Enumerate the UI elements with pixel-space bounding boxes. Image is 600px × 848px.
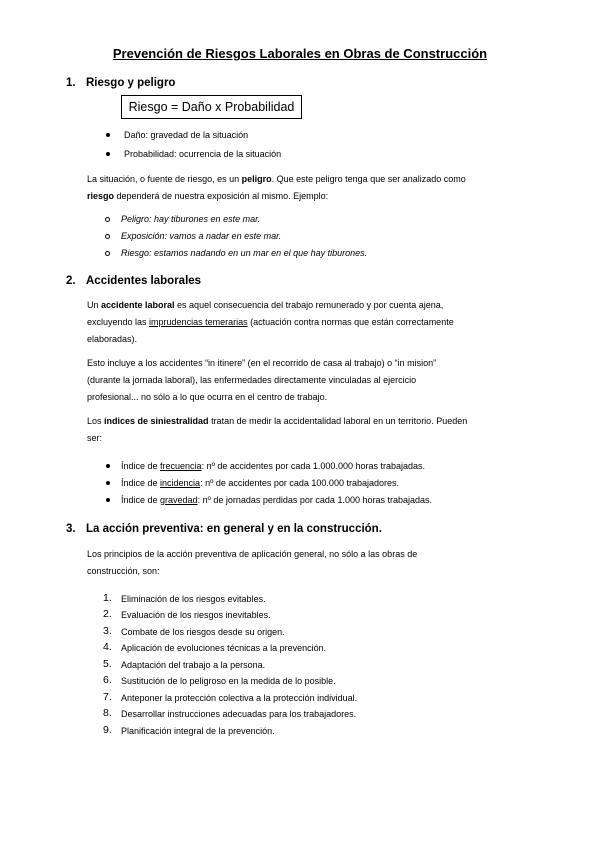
text-run: Índice de bbox=[121, 461, 161, 471]
text-run: Los principios de la acción preventiva de aplicación general, no sólo a las obras de bbox=[87, 549, 418, 559]
text-run: construcción, son: bbox=[87, 565, 160, 576]
text-run: Índice de bbox=[121, 478, 161, 488]
principle-item: Planificación integral de la prevención. bbox=[121, 726, 275, 736]
section-2-title: Accidentes laborales bbox=[86, 275, 202, 287]
text-run: (actuación contra normas que están correctamente bbox=[247, 316, 454, 327]
bold-term: riesgo bbox=[87, 190, 115, 201]
underlined-term: frecuencia bbox=[160, 461, 202, 471]
section-1-heading bbox=[66, 77, 175, 89]
section-2-paragraph-2 bbox=[87, 355, 515, 405]
principle-number: 2. bbox=[103, 608, 112, 620]
bold-term: accidente laboral bbox=[101, 300, 175, 310]
text-run: excluyendo las bbox=[87, 316, 150, 327]
list-item: Daño: gravedad de la situación bbox=[124, 130, 249, 140]
text-run: elaboradas). bbox=[87, 333, 138, 344]
text-run: es aquel consecuencia del trabajo remunerado y por cuenta ajena, bbox=[174, 300, 444, 310]
text-run: dependerá de nuestra exposición al mismo. Ejemplo: bbox=[114, 190, 329, 201]
section-1-title: Riesgo y peligro bbox=[86, 77, 176, 89]
section-2-heading bbox=[66, 275, 201, 287]
document-title: Prevención de Riesgos Laborales en Obras de Construcción bbox=[112, 46, 488, 61]
principle-number: 3. bbox=[103, 625, 112, 637]
text-run: . Que este peligro tenga que ser analizado como bbox=[271, 174, 466, 184]
underlined-term: incidencia bbox=[160, 478, 201, 488]
text-run: : nº de accidentes por cada 100.000 trabajadores. bbox=[200, 478, 399, 488]
principle-item: Desarrollar instrucciones adecuadas para los trabajadores. bbox=[121, 709, 357, 719]
list-item: Probabilidad: ocurrencia de la situación bbox=[124, 149, 282, 159]
text-run: Un bbox=[87, 300, 102, 310]
bold-term: índices de siniestralidad bbox=[104, 416, 209, 426]
example-item: Peligro: hay tiburones en este mar. bbox=[121, 214, 261, 224]
bullet-icon bbox=[106, 498, 110, 502]
text-run: ser: bbox=[87, 432, 103, 443]
text-run: : nº de accidentes por cada 1.000.000 horas trabajadas. bbox=[201, 461, 426, 471]
principle-number: 1. bbox=[103, 592, 112, 604]
text-run: profesional... no sólo a lo que ocurra en el centro de trabajo. bbox=[87, 391, 328, 402]
principle-number: 7. bbox=[103, 691, 112, 703]
principle-item: Sustitución de lo peligroso en la medida de lo posible. bbox=[121, 676, 336, 686]
text-run: : nº de jornadas perdidas por cada 1.000 horas trabajadas. bbox=[197, 495, 433, 505]
circle-bullet-icon bbox=[105, 217, 110, 222]
text-run: Índice de bbox=[121, 495, 161, 505]
principle-number: 9. bbox=[103, 724, 112, 736]
text-run: tratan de medir la accidentalidad laboral en un territorio. Pueden bbox=[208, 416, 468, 426]
section-3-title: La acción preventiva: en general y en la construcción. bbox=[86, 523, 382, 535]
bullet-icon bbox=[106, 152, 110, 156]
index-item bbox=[121, 460, 425, 472]
bullet-icon bbox=[106, 133, 110, 137]
principle-number: 6. bbox=[103, 674, 112, 686]
bullet-icon bbox=[106, 481, 110, 485]
index-item bbox=[121, 494, 432, 506]
principle-item: Combate de los riesgos desde su origen. bbox=[121, 627, 285, 637]
principle-number: 4. bbox=[103, 641, 112, 653]
section-1-paragraph bbox=[87, 171, 515, 205]
principle-item: Aplicación de evoluciones técnicas a la prevención. bbox=[121, 643, 327, 653]
principle-item: Adaptación del trabajo a la persona. bbox=[121, 660, 266, 670]
example-item: Riesgo: estamos nadando en un mar en el que hay tiburones. bbox=[121, 248, 368, 258]
section-2-paragraph-1 bbox=[87, 297, 515, 347]
section-3-intro bbox=[87, 546, 515, 580]
underlined-term: gravedad bbox=[160, 495, 198, 505]
text-run: (durante la jornada laboral), las enfermedades directamente vinculadas al ejercicio bbox=[87, 374, 417, 385]
circle-bullet-icon bbox=[105, 251, 110, 256]
risk-formula-box: Riesgo = Daño x Probabilidad bbox=[121, 95, 302, 119]
principle-item: Anteponer la protección colectiva a la protección individual. bbox=[121, 693, 358, 703]
principle-number: 5. bbox=[103, 658, 112, 670]
text-run: Esto incluye a los accidentes “in itinere” (en el recorrido de casa al trabajo) o “in mision” bbox=[87, 358, 437, 368]
index-item bbox=[121, 477, 399, 489]
section-2-number: 2. bbox=[66, 275, 76, 287]
principle-item: Evaluación de los riesgos inevitables. bbox=[121, 610, 271, 620]
section-1-number: 1. bbox=[66, 77, 76, 89]
principle-number: 8. bbox=[103, 707, 112, 719]
section-3-heading bbox=[66, 523, 382, 535]
section-3-number: 3. bbox=[66, 523, 76, 535]
text-run: La situación, o fuente de riesgo, es un bbox=[87, 174, 242, 184]
principle-item: Eliminación de los riesgos evitables. bbox=[121, 594, 266, 604]
circle-bullet-icon bbox=[105, 234, 110, 239]
section-2-paragraph-3 bbox=[87, 413, 515, 447]
text-run: Los bbox=[87, 416, 105, 426]
underlined-term: imprudencias temerarias bbox=[149, 316, 248, 327]
bullet-icon bbox=[106, 464, 110, 468]
bold-term: peligro bbox=[241, 174, 272, 184]
example-item: Exposición: vamos a nadar en este mar. bbox=[121, 231, 282, 241]
